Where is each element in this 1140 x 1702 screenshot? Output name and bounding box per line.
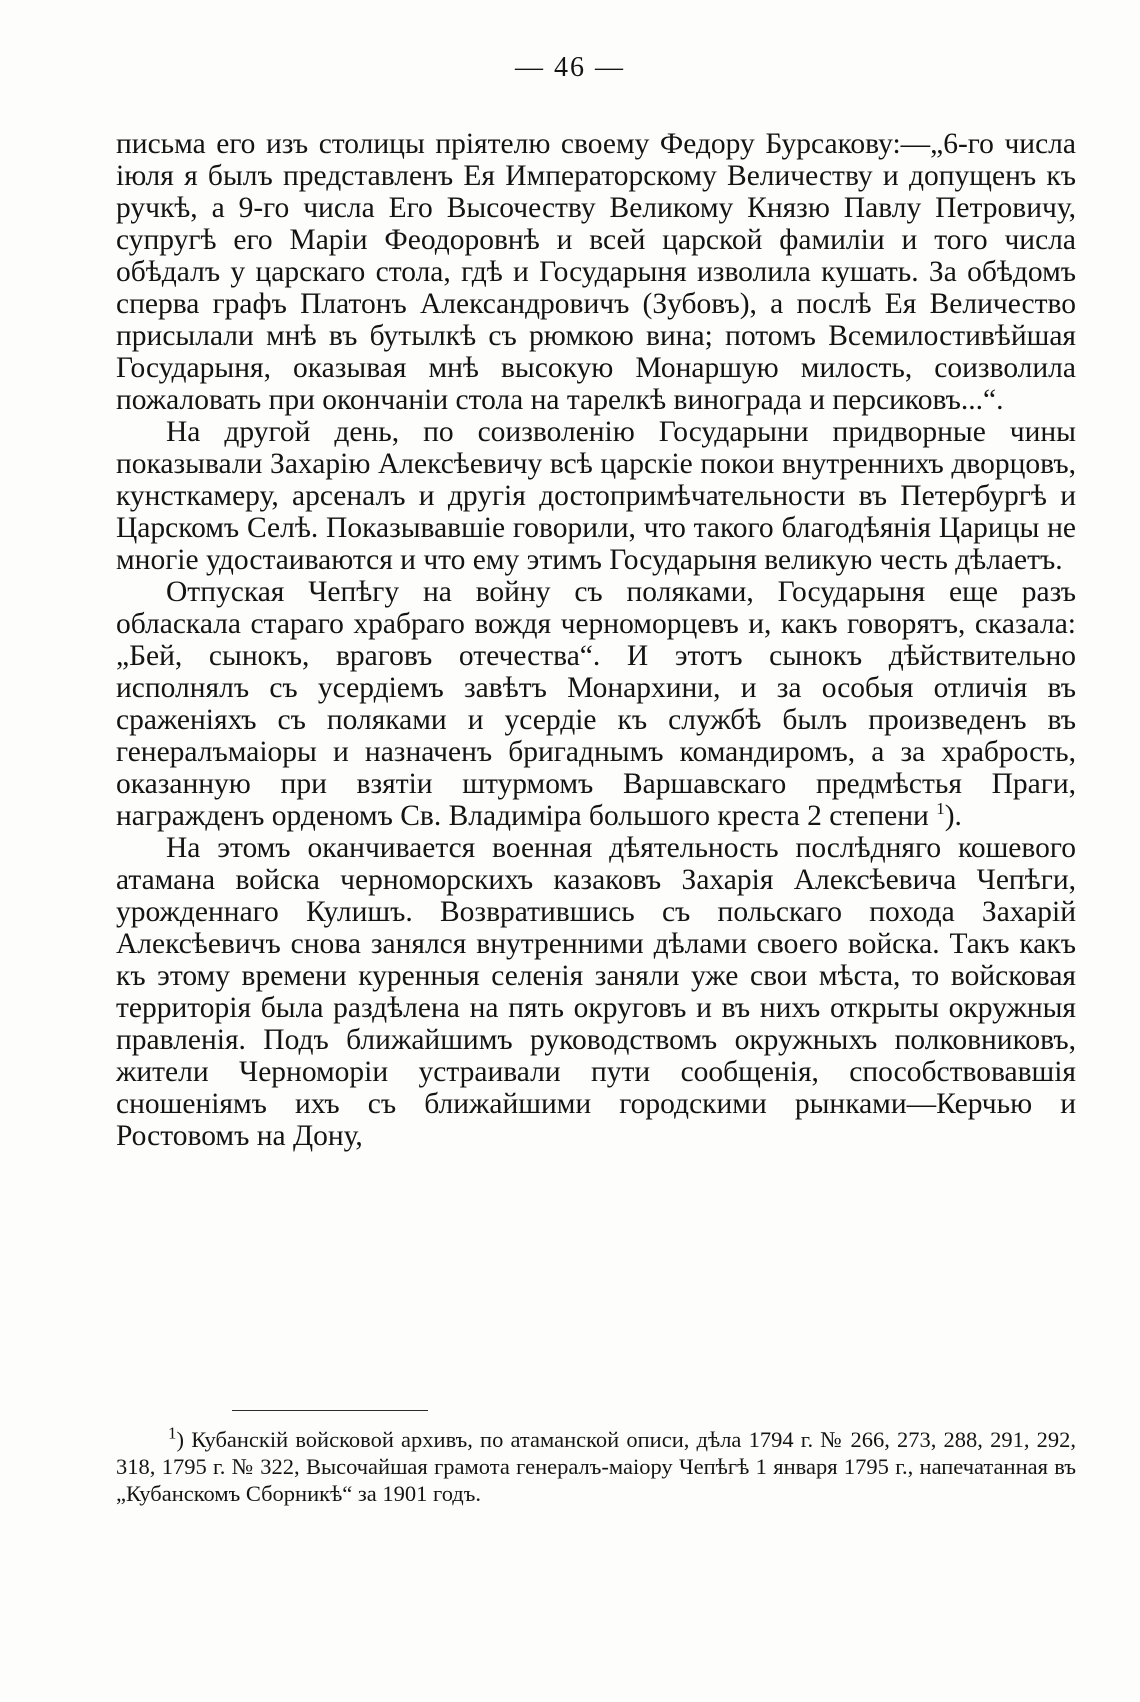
footnote-reference-close: ). <box>944 800 962 832</box>
footnote-marker: 1 <box>168 1423 177 1443</box>
paragraph-end-of-military-career: На этомъ оканчивается военная дѣятельность послѣдняго кошевого атамана войска черноморскихъ казаковъ Захарія Алексѣевича Чепѣги, урожденнаго Кулишъ. Возвратившись съ польскаго похода Захарій Алексѣевичъ снова занялся внутренними дѣлами своего войска. Такъ какъ къ этому времени куренныя селенія заняли уже свои мѣста, то войсковая территорія была раздѣлена на пять округовъ и въ нихъ открыты окружныя правленія. Подъ ближайшимъ руководствомъ окружныхъ полковниковъ, жители Черноморіи устраивали пути сообщенія, способствовавшія сношеніямъ ихъ съ ближайшими городскими рынками—Керчью и Ростовомъ на Дону, <box>116 832 1076 1152</box>
footnote-reference: 1 <box>936 799 945 819</box>
paragraph-polish-war-text: Отпуская Чепѣгу на войну съ поляками, Государыня еще разъ обласкала стараго храбраго вождя черноморцевъ и, какъ говорятъ, сказала: „Бей, сынокъ, враговъ отечества“. И этотъ сынокъ дѣйствительно исполнялъ съ усердіемъ завѣтъ Монархини, и за особыя отличія въ сраженіяхъ съ поляками и усердіе къ службѣ былъ произведенъ въ генералъмаіоры и назначенъ бригаднымъ командиромъ, а за храбрость, оказанную при взятіи штурмомъ Варшавскаго предмѣстья Праги, награжденъ орденомъ Св. Владиміра большого креста 2 степени <box>116 576 1076 832</box>
footnote-marker-close: ) <box>176 1427 184 1452</box>
footnote-separator <box>232 1410 428 1411</box>
page-number: — 46 — <box>515 52 625 83</box>
footnote <box>116 1423 1077 1507</box>
paragraph-letter-quote: письма его изъ столицы пріятелю своему Федору Бурсакову:—„6-го числа іюля я былъ представленъ Ея Императорскому Величеству и допущенъ къ ручкѣ, а 9-го числа Его Высочеству Великому Князю Павлу Петровичу, супругѣ его Маріи Феодоровнѣ и всей царской фамиліи и того числа обѣдалъ у царскаго стола, гдѣ и Государыня изволила кушать. За обѣдомъ сперва графъ Платонъ Александровичъ (Зубовъ), а послѣ Ея Величество присылали мнѣ въ бутылкѣ съ рюмкою вина; потомъ Всемилостивѣйшая Государыня, оказывая мнѣ высокую Монаршую милость, соизволила пожаловать при окончаніи стола на тарелкѣ винограда и персиковъ...“. <box>116 128 1076 416</box>
body-text <box>116 128 1076 1152</box>
footnote-text: Кубанскій войсковой архивъ, по атаманской описи, дѣла 1794 г. № 266, 273, 288, 291, 292, 318, 1795 г. № 322, Высочайшая грамота генералъ-маіору Чепѣгѣ 1 января 1795 г., напечатанная въ „Кубанскомъ Сборникѣ“ за 1901 годъ. <box>116 1427 1077 1506</box>
paragraph-polish-war <box>116 576 1076 832</box>
paragraph-court-visit: На другой день, по соизволенію Государыни придворные чины показывали Захарію Алексѣевичу всѣ царскіе покои внутреннихъ дворцовъ, кунсткамеру, арсеналъ и другія достопримѣчательности въ Петербургѣ и Царскомъ Селѣ. Показывавшіе говорили, что такого благодѣянія Царицы не многіе удостаиваются и что ему этимъ Государыня великую честь дѣлаетъ. <box>116 416 1076 576</box>
